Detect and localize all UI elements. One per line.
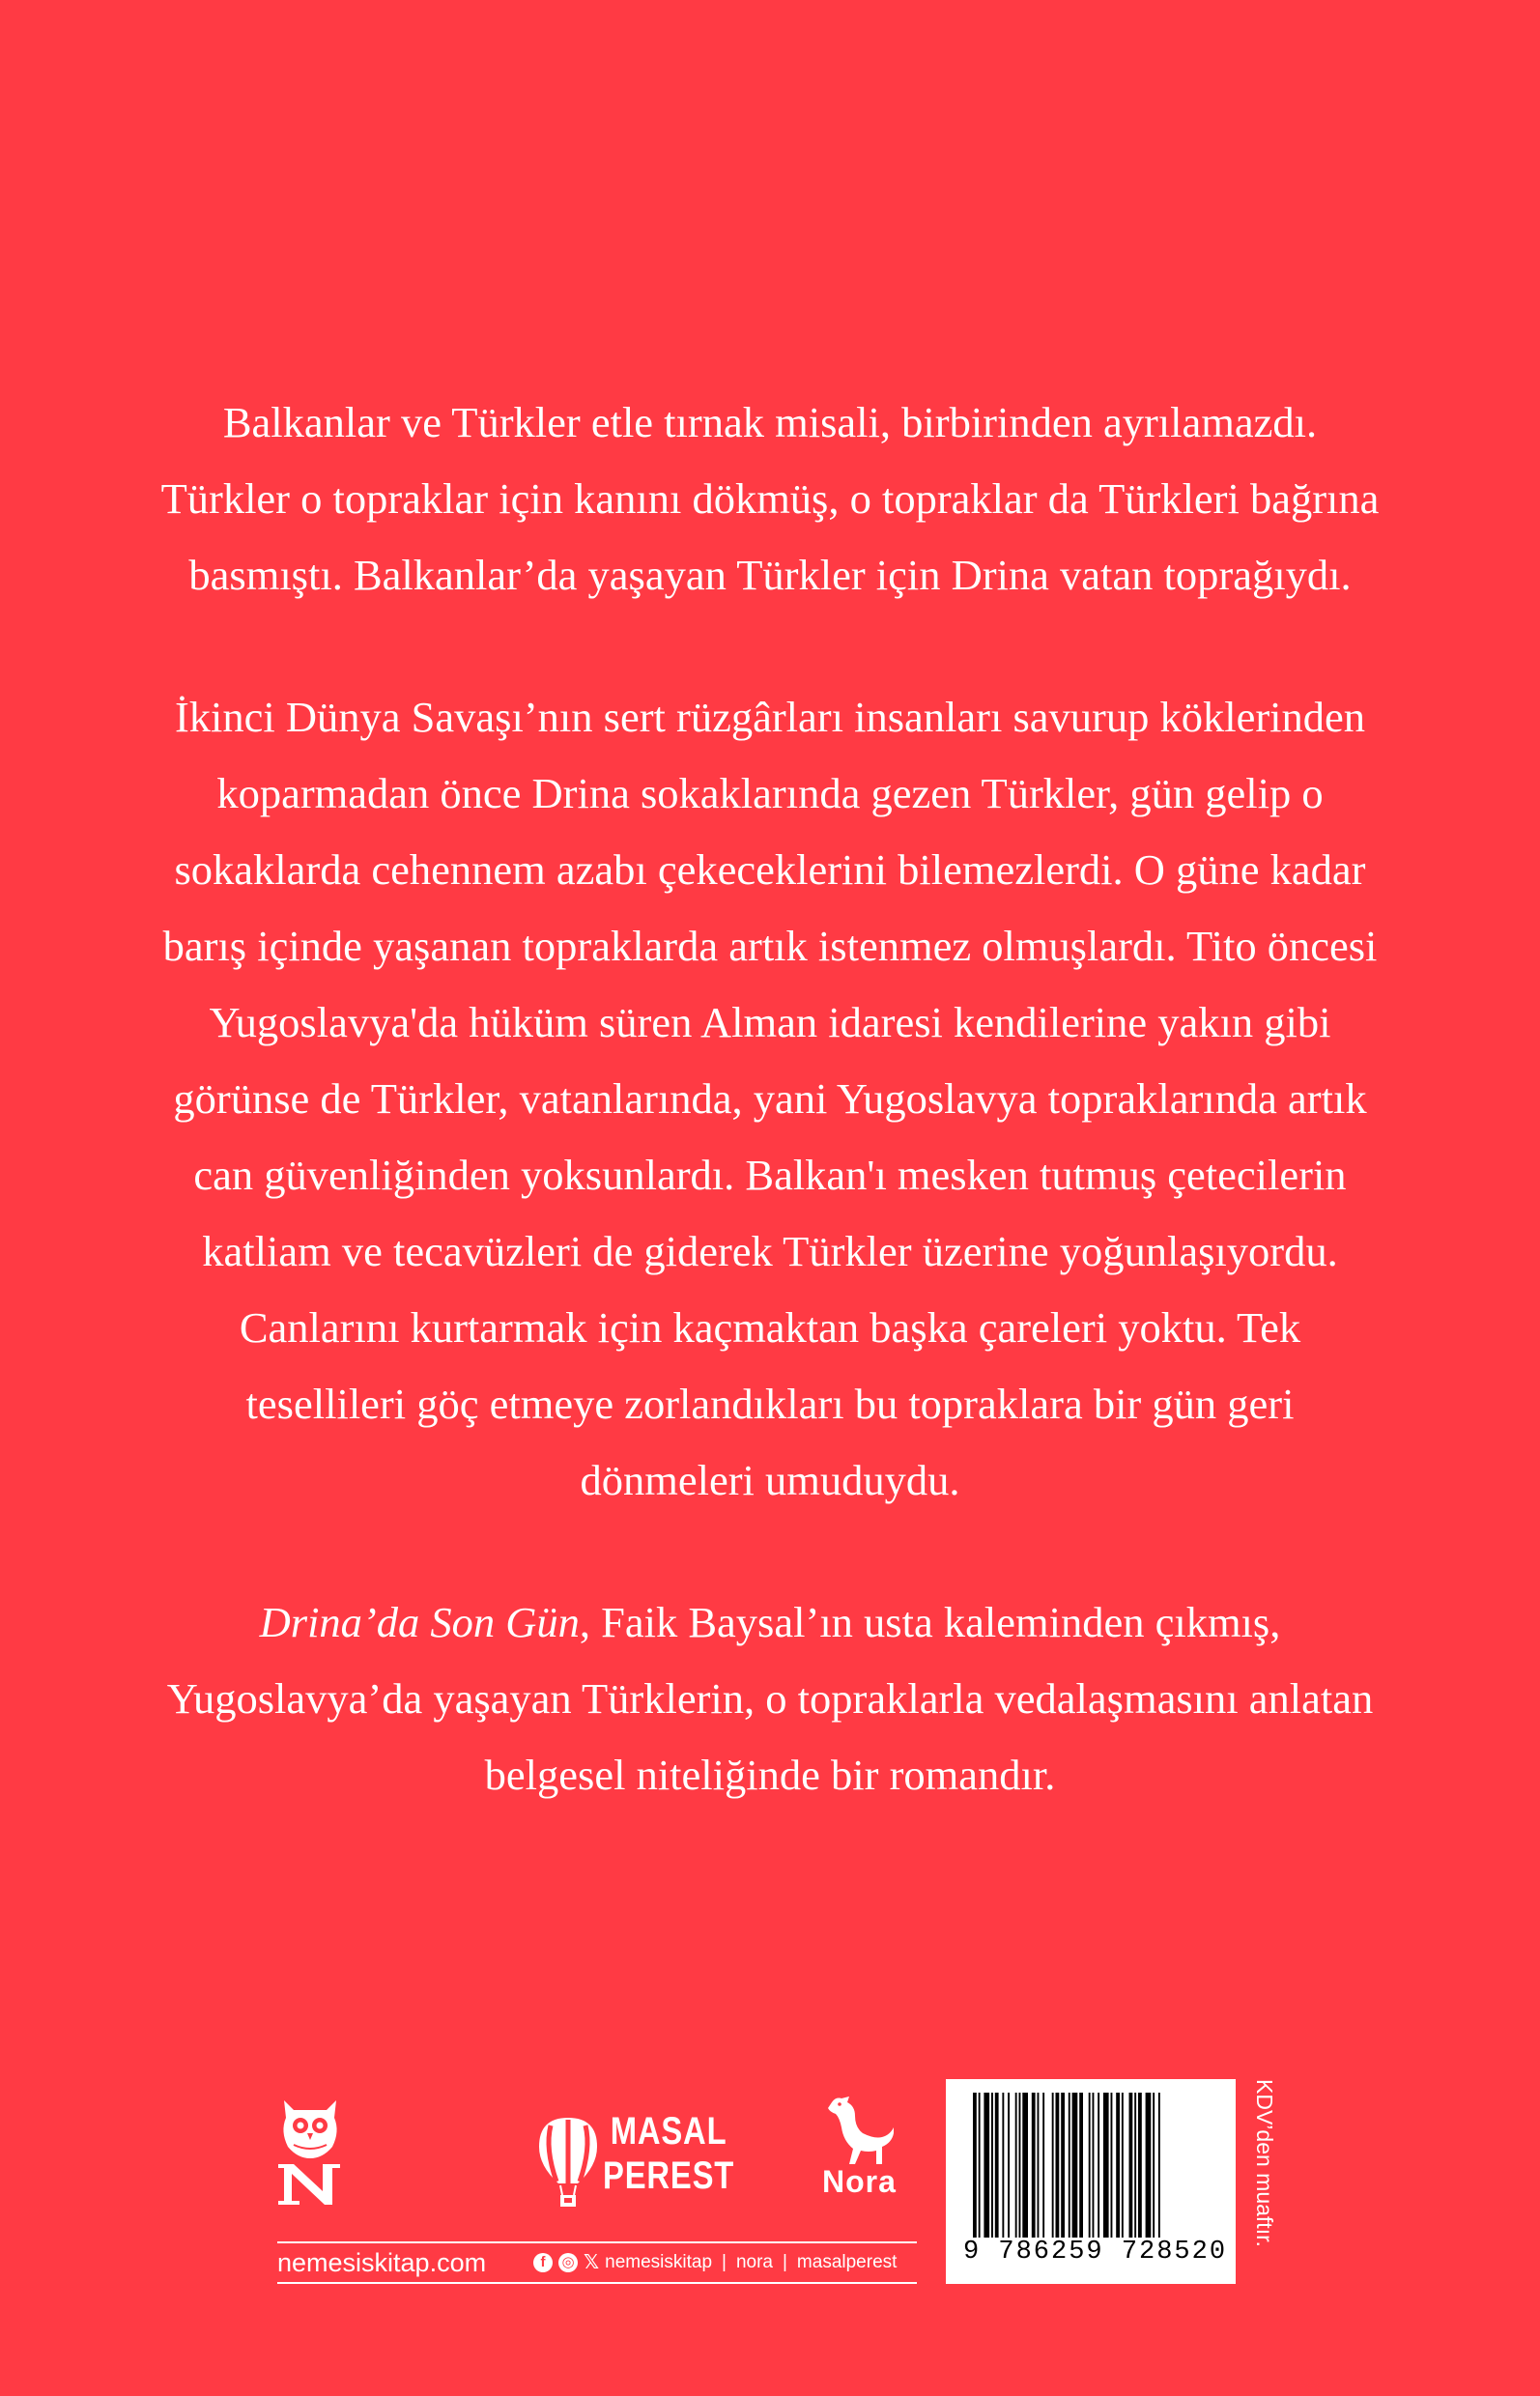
barcode-bar	[1072, 2093, 1078, 2238]
barcode-bar	[1093, 2093, 1095, 2238]
instagram-icon[interactable]: ◎	[558, 2253, 578, 2272]
nora-wordmark: Nora	[822, 2164, 897, 2199]
barcode-bar	[1008, 2093, 1010, 2238]
blurb-paragraph-3	[106, 1584, 1434, 1813]
website-link[interactable]: nemesiskitap.com	[277, 2248, 487, 2277]
book-title: Drina’da Son Gün	[259, 1598, 580, 1646]
barcode-bar	[1042, 2093, 1044, 2238]
blurb-line: Türkler o topraklar için kanını dökmüş, o topraklar da Türkleri bağrına	[160, 474, 1380, 523]
footer-divider-bottom	[277, 2282, 917, 2284]
barcode-bar	[1079, 2093, 1083, 2238]
barcode-bar	[1061, 2093, 1065, 2238]
handle-nemesiskitap[interactable]: nemesiskitap	[605, 2252, 713, 2272]
barcode-bar	[995, 2093, 999, 2238]
blurb-line: Canlarını kurtarmak için kaçmaktan başka çareleri yoktu. Tek	[239, 1303, 1301, 1352]
barcode-bar	[1129, 2093, 1133, 2238]
blurb-line: can güvenliğinden yoksunlardı. Balkan'ı mesken tutmuş çetecilerin	[193, 1151, 1347, 1199]
vat-exempt-note: KDV’den muaftır.	[1252, 2079, 1277, 2247]
masalperest-wordmark	[603, 2109, 734, 2198]
barcode-bar	[1032, 2093, 1036, 2238]
barcode-bar	[1019, 2093, 1021, 2238]
barcode-bar	[1122, 2093, 1124, 2238]
barcode-bar	[1146, 2093, 1152, 2238]
blurb-line: Balkanlar ve Türkler etle tırnak misali, birbirinden ayrılamazdı.	[222, 398, 1318, 446]
barcode-bar	[1134, 2093, 1136, 2238]
barcode-bar	[1089, 2093, 1091, 2238]
greyhound-icon	[826, 2095, 896, 2168]
blurb-line: Yugoslavya’da yaşayan Türklerin, o topraklarla vedalaşmasını anlatan	[166, 1674, 1374, 1723]
hot-air-balloon-icon	[537, 2116, 599, 2209]
blurb-line: belgesel niteliğinde bir romandır.	[484, 1751, 1056, 1799]
separator: |	[782, 2252, 787, 2272]
barcode-bar	[973, 2093, 977, 2238]
barcode-bar	[979, 2093, 981, 2238]
blurb-paragraph-2	[106, 679, 1434, 1519]
blurb-line: koparmadan önce Drina sokaklarında gezen Türkler, gün gelip o	[216, 769, 1324, 817]
barcode-bar	[1022, 2093, 1028, 2238]
facebook-icon[interactable]: f	[533, 2253, 553, 2272]
barcode-bar	[1015, 2093, 1017, 2238]
handle-nora[interactable]: nora	[735, 2252, 773, 2272]
handle-masalperest[interactable]: masalperest	[796, 2252, 898, 2272]
barcode-bar	[1069, 2093, 1070, 2238]
barcode-bar	[1002, 2093, 1004, 2238]
nemesis-logo	[274, 2095, 346, 2207]
barcode-bar	[1116, 2093, 1120, 2238]
blurb-line: İkinci Dünya Savaşı’nın sert rüzgârları insanları savurup köklerinden	[174, 693, 1366, 741]
blurb-line: basmıştı. Balkanlar’da yaşayan Türkler için Drina vatan toprağıydı.	[188, 551, 1352, 599]
x-icon[interactable]: 𝕏	[584, 2252, 600, 2273]
blurb-line-rest: , Faik Baysal’ın usta kaleminden çıkmış,	[579, 1598, 1281, 1646]
blurb-paragraph-1	[106, 385, 1434, 613]
blurb-line: sokaklarda cehennem azabı çekeceklerini bilemezlerdi. O güne kadar	[174, 845, 1366, 894]
masalperest-logo	[537, 2116, 599, 2209]
owl-n-icon	[274, 2095, 346, 2207]
perest-line: PEREST	[603, 2154, 735, 2197]
blurb-line: barış içinde yaşanan topraklarda artık istenmez olmuşlardı. Tito öncesi	[162, 922, 1378, 970]
isbn-number: 9 786259 728520	[963, 2238, 1228, 2267]
blurb-line	[106, 1584, 1434, 1661]
barcode-bars	[973, 2093, 1209, 2238]
blurb-line: görünse de Türkler, vatanlarında, yani Yugoslavya topraklarında artık	[173, 1074, 1367, 1123]
barcode-bar	[1052, 2093, 1054, 2238]
isbn-barcode	[946, 2079, 1236, 2284]
blurb-line: Yugoslavya'da hüküm süren Alman idaresi kendilerine yakın gibi	[209, 998, 1331, 1046]
masal-line: MASAL	[610, 2110, 727, 2153]
barcode-bar	[1098, 2093, 1099, 2238]
separator: |	[722, 2252, 727, 2272]
blurb-line: dönmeleri umuduydu.	[580, 1456, 960, 1504]
social-handles	[533, 2243, 897, 2282]
barcode-bar	[1138, 2093, 1142, 2238]
barcode-bar	[984, 2093, 989, 2238]
blurb-line: tesellileri göç etmeye zorlandıkları bu topraklara bir gün geri	[245, 1380, 1295, 1428]
barcode-bar	[1056, 2093, 1060, 2238]
blurb-line: katliam ve tecavüzleri de giderek Türkler üzerine yoğunlaşıyordu.	[202, 1227, 1338, 1275]
nora-logo	[826, 2095, 896, 2168]
barcode-bar	[1038, 2093, 1040, 2238]
back-cover-blurb	[106, 385, 1434, 1813]
barcode-bar	[1158, 2093, 1160, 2238]
barcode-bar	[1111, 2093, 1113, 2238]
barcode-bar	[991, 2093, 993, 2238]
barcode-bar	[1103, 2093, 1109, 2238]
barcode-bar	[1153, 2093, 1155, 2238]
